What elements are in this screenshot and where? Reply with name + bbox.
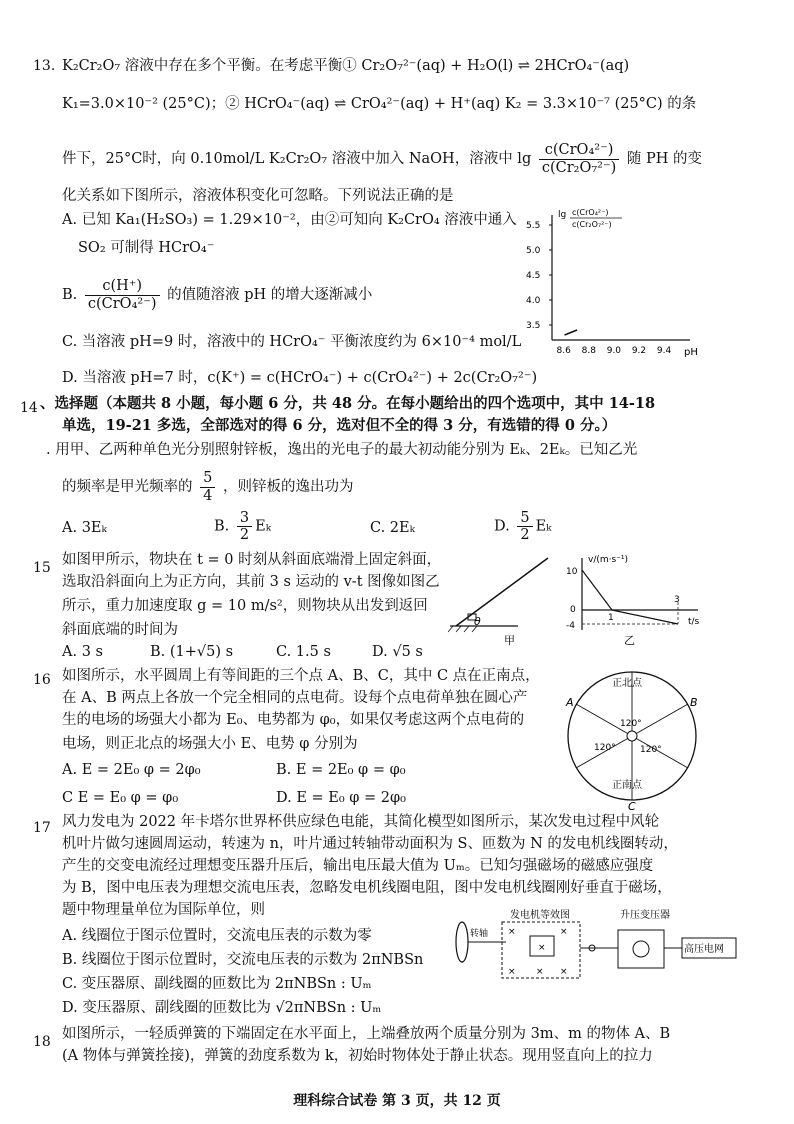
- ratio-numerator: c(CrO₄²⁻): [539, 142, 619, 160]
- south-label: 正南点: [612, 780, 642, 791]
- figure-label-yi: 乙: [624, 634, 635, 647]
- incline-surface: [456, 558, 548, 626]
- q13-line3-tail: 随 PH 的变: [626, 151, 703, 168]
- question-number: 14: [20, 400, 38, 416]
- turbine-blade: [456, 922, 468, 962]
- svg-text:×: ×: [560, 967, 568, 977]
- q14-line2: [62, 470, 353, 504]
- voltmeter: [633, 941, 649, 957]
- y-axis-label-denominator: c(Cr₂O₇²⁻): [572, 220, 612, 229]
- x-tick-label: 9.2: [631, 346, 647, 356]
- q13-option-b: [62, 278, 372, 312]
- theta-label: θ: [474, 615, 481, 628]
- fraction-denominator: 2: [239, 527, 250, 543]
- q17-line4: 为 B，图中电压表为理想交流电压表，忽略发电机线圈电阻，图中发电机线圈刚好垂直于磁场，: [62, 880, 672, 896]
- q15-option-c: C. 1.5 s: [276, 644, 331, 660]
- q17-option-c: C. 变压器原、副线圈的匝数比为 2πNBSn : Uₘ: [62, 976, 372, 992]
- generator-title: 发电机等效图: [510, 910, 570, 921]
- q17-option-b: B. 线圈位于图示位置时，交流电压表的示数为 2πNBSn: [62, 952, 424, 968]
- vt-graph: [560, 552, 710, 648]
- y-axis-prefix: lg: [558, 210, 567, 220]
- fraction-numerator: 5: [517, 510, 532, 527]
- q13-option-d: D. 当溶液 pH=7 时，c(K⁺) = c(HCrO₄⁻) + c(CrO₄²⁻) + 2c(Cr₂O₇²⁻): [62, 370, 538, 386]
- x-tick-label: 9.4: [656, 346, 672, 356]
- q16-option-d: D. E = E₀ φ = 2φ₀: [276, 790, 406, 806]
- y-tick-label: 3.5: [526, 321, 541, 331]
- fraction-numerator: 3: [237, 510, 252, 527]
- section-title-cont: 单选，19-21 多选，全部选对的得 6 分，选对但不全的得 3 分，有选错的得 0 分。）: [62, 417, 617, 434]
- q15-option-b: B. (1+√5) s: [150, 644, 234, 660]
- generator-figure: [450, 908, 740, 988]
- svg-text:×: ×: [538, 943, 546, 953]
- q17-option-d: D. 变压器原、副线圈的匝数比为 √2πNBSn : Uₘ: [62, 1000, 382, 1016]
- q15-line3: 所示，重力加速度取 g = 10 m/s²，则物块从出发到返回: [62, 598, 428, 614]
- option-b-fraction: [85, 278, 160, 312]
- option-fraction: [517, 510, 532, 543]
- q17-line1: 风力发电为 2022 年卡塔尔世界杯供应绿色电能，其简化模型如图所示，某次发电过程中风轮: [62, 814, 660, 830]
- question-number: 18: [33, 1034, 51, 1050]
- q16-option-c: C E = E₀ φ = φ₀: [62, 790, 179, 806]
- question-number: 17: [33, 820, 51, 836]
- q13-line1: K₂Cr₂O₇ 溶液中存在多个平衡。在考虑平衡① Cr₂O₇²⁻(aq) + H₂O(l) ⇌ 2HCrO₄⁻(aq): [62, 58, 630, 74]
- t-tick-1: 1: [608, 613, 614, 623]
- point-b-label: B: [690, 696, 698, 709]
- x-axis-label: pH: [684, 347, 698, 358]
- y-tick-label: 4.5: [526, 271, 541, 281]
- q17-line5: 题中物理量单位为国际单位，则: [62, 902, 265, 918]
- q14-text: 的频率是甲光频率的: [62, 479, 193, 496]
- svg-text:×: ×: [536, 967, 544, 977]
- q16-option-b: B. E = 2E₀ φ = φ₀: [276, 762, 406, 778]
- y-tick-label: 5.5: [526, 221, 541, 231]
- option-letter: B.: [214, 518, 230, 535]
- q15-line4: 斜面底端的时间为: [62, 622, 178, 638]
- q14-option-c: C. 2Eₖ: [370, 520, 415, 536]
- option-fraction: [237, 510, 252, 543]
- t-tick-3: 3: [674, 595, 680, 605]
- north-label: 正北点: [612, 678, 642, 689]
- figure-label-jia: 甲: [504, 634, 515, 647]
- incline-figure: [448, 548, 558, 648]
- q17-line3: 产生的交变电流经过理想变压器升压后，输出电压最大值为 Uₘ。已知匀强磁场的磁感应强度: [62, 858, 654, 874]
- ph-chart: [522, 205, 704, 360]
- q16-line1: 如图所示，水平圆周上有等间距的三个点 A、B、C，其中 C 点在正南点，: [62, 668, 540, 684]
- point-c-label: C: [628, 800, 636, 810]
- option-letter: B.: [62, 287, 78, 304]
- q14-option-d: [494, 510, 551, 543]
- question-number: 13.: [33, 58, 56, 74]
- transformer-title: 升压变压器: [620, 910, 670, 921]
- q13-option-a-cont: SO₂ 可制得 HCrO₄⁻: [78, 240, 215, 256]
- circle-figure: [560, 660, 710, 810]
- x-ticks: [557, 346, 672, 356]
- x-tick-label: 8.8: [581, 346, 596, 356]
- y-tick-label: 4.0: [526, 296, 541, 306]
- q16-line3: 生的电场的场强大小都为 E₀、电势都为 φ₀，如果仅考虑这两个点电荷的: [62, 712, 525, 728]
- fraction-numerator: 5: [200, 470, 215, 488]
- q17-option-a: A. 线圈位于图示位置时，交流电压表的示数为零: [62, 928, 372, 944]
- vt-line-down: [612, 610, 678, 624]
- option-text: 的值随溶液 pH 的增大逐渐减小: [167, 287, 373, 304]
- center-point: [627, 731, 637, 741]
- q13-line2: K₁=3.0×10⁻² (25°C)；② HCrO₄⁻(aq) ⇌ CrO₄²⁻(aq) + H⁺(aq) K₂ = 3.3×10⁻⁷ (25°C) 的条: [62, 96, 697, 112]
- q14-option-a: A. 3Eₖ: [62, 520, 107, 536]
- y-axis-label-numerator: c(CrO₄²⁻): [572, 208, 609, 217]
- q14-text-tail: ，则锌板的逸出功为: [222, 479, 354, 496]
- q18-line2: (A 物体与弹簧拴接)，弹簧的劲度系数为 k，初始时物体处于静止状态。现用竖直向上的拉力: [62, 1048, 653, 1064]
- option-text: Eₖ: [535, 518, 552, 535]
- series-line: [565, 330, 578, 335]
- option-letter: D.: [494, 518, 510, 535]
- ratio-denominator: c(Cr₂O₇²⁻): [541, 159, 617, 176]
- vt-line-up: [582, 570, 612, 610]
- fraction-denominator: c(CrO₄²⁻): [87, 295, 157, 312]
- q13-line4: 化关系如下图所示，溶液体积变化可忽略。下列说法正确的是: [62, 188, 454, 204]
- fraction-denominator: 2: [520, 527, 530, 543]
- q18-line1: 如图所示，一轻质弹簧的下端固定在水平面上，上端叠放两个质量分别为 3m、m 的物体 A、B: [62, 1026, 671, 1042]
- v-axis-label: v/(m·s⁻¹): [588, 555, 629, 565]
- q13-option-c: C. 当溶液 pH=9 时，溶液中的 HCrO₄⁻ 平衡浓度约为 6×10⁻⁴ mol/L: [62, 334, 522, 350]
- t-axis-label: t/s: [688, 617, 700, 627]
- q14-option-b: [214, 510, 271, 543]
- v-tick-10: 10: [566, 567, 578, 577]
- q15-line2: 选取沿斜面向上为正方向，其前 3 s 运动的 v-t 图像如图乙: [62, 574, 440, 590]
- angle-label-left: 120°: [594, 743, 616, 753]
- x-tick-label: 9.0: [606, 346, 622, 356]
- angle-label-top: 120°: [620, 719, 642, 729]
- frequency-ratio: [200, 470, 215, 504]
- q15-option-a: A. 3 s: [62, 644, 103, 660]
- page-footer: 理科综合试卷 第 3 页，共 12 页: [293, 1093, 501, 1109]
- svg-text:×: ×: [560, 927, 568, 937]
- option-text: Eₖ: [255, 518, 271, 535]
- q15-line1: 如图甲所示，物块在 t = 0 时刻从斜面底端滑上固定斜面，: [62, 552, 442, 568]
- y-ticks: [526, 221, 552, 331]
- q14-line1: . 用甲、乙两种单色光分别照射锌板，逸出的光电子的最大初动能分别为 Eₖ、2Eₖ。已知乙光: [46, 442, 638, 458]
- fraction-numerator: c(H⁺): [85, 278, 160, 296]
- svg-text:×: ×: [508, 967, 516, 977]
- transformer-box: [618, 930, 664, 968]
- angle-label-right: 120°: [640, 745, 662, 755]
- section-title: 、选择题（本题共 8 小题，每小题 6 分，共 48 分。在每小题给出的四个选项中，其中 14-18: [40, 395, 656, 412]
- question-number: 16: [33, 672, 51, 688]
- v-tick-0: 0: [570, 605, 576, 615]
- shaft-label: 转轴: [470, 929, 489, 939]
- point-a-label: A: [566, 696, 574, 709]
- fraction-denominator: 4: [203, 487, 213, 504]
- series-line-segment: [565, 330, 578, 335]
- q13-line3: [62, 142, 702, 176]
- y-tick-label: 5.0: [526, 246, 541, 256]
- q13-line3-text: 件下，25°C时，向 0.10mol/L K₂Cr₂O₇ 溶液中加入 NaOH，溶液中 lg: [62, 151, 532, 168]
- q16-line4: 电场，则正北点的场强大小 E、电势 φ 分别为: [62, 736, 358, 752]
- v-tick-minus4: -4: [566, 621, 575, 631]
- q17-line2: 机叶片做匀速圆周运动，转速为 n，叶片通过转轴带动面积为 S、匝数为 N 的发电机线圈转动，: [62, 836, 678, 852]
- question-number: 15: [33, 560, 51, 576]
- q15-option-d: D. √5 s: [372, 644, 423, 660]
- q16-option-a: A. E = 2E₀ φ = 2φ₀: [62, 762, 201, 778]
- q16-line2: 在 A、B 两点上各放一个完全相同的点电荷。设每个点电荷单独在圆心产: [62, 690, 528, 706]
- grid-label: 高压电网: [684, 944, 724, 955]
- concentration-ratio: [539, 142, 619, 176]
- ground-hatch: [448, 626, 477, 632]
- x-tick-label: 8.6: [556, 346, 571, 356]
- magnetic-field-marks: [508, 927, 568, 977]
- svg-text:×: ×: [508, 927, 516, 937]
- q13-option-a: A. 已知 Ka₁(H₂SO₃) = 1.29×10⁻²，由②可知向 K₂CrO₄ 溶液中通入: [62, 212, 517, 228]
